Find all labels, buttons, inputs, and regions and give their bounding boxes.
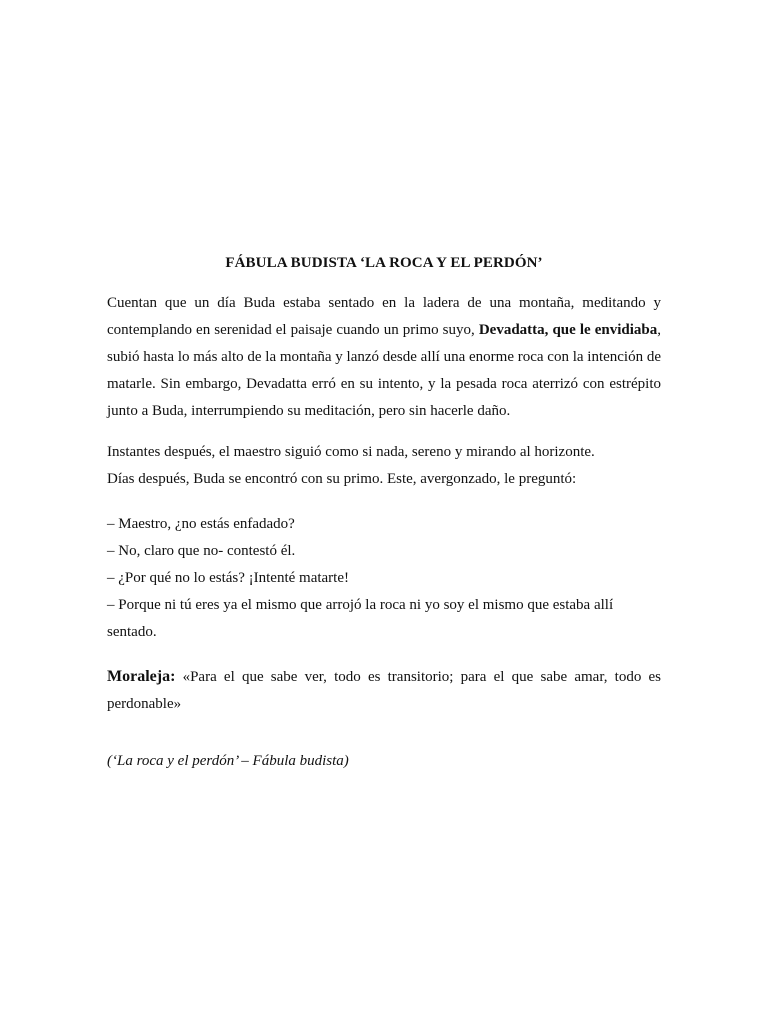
moral-label: Moraleja: — [107, 668, 176, 685]
story-paragraph-days-later: Días después, Buda se encontró con su primo. Este, avergonzado, le preguntó: — [107, 471, 577, 487]
moral-text: «Para el que sabe ver, todo es transitorio; para el que sabe amar, todo es perdonable» — [107, 669, 661, 712]
dialogue-line: – Maestro, ¿no estás enfadado? — [107, 516, 295, 532]
dialogue-line: – No, claro que no- contestó él. — [107, 543, 296, 559]
opening-text-start: Cuentan que un día Buda estaba sentado en la ladera de una montaña, meditando y contemplando en serenidad el paisaje cuando un primo suyo, — [107, 295, 661, 338]
opening-text-bold: Devadatta, que le envidiaba — [478, 322, 658, 338]
dialogue-block — [107, 511, 661, 646]
opening-text-end: , subió hasta lo más alto de la montaña y lanzó desde allí una enorme roca con la intención de matarle. Sin embargo, Devadatta erró en su intento, y la pesada roca aterrizó con estrépito junto a Buda, interrumpiendo su meditación, pero sin hacerle daño. — [107, 322, 662, 419]
document-title: FÁBULA BUDISTA ‘LA ROCA Y EL PERDÓN’ — [225, 255, 543, 271]
story-paragraph-opening — [107, 290, 661, 425]
dialogue-line: – ¿Por qué no lo estás? ¡Intenté matarte! — [107, 570, 349, 586]
dialogue-line: – Porque ni tú eres ya el mismo que arrojó la roca ni yo soy el mismo que estaba allí sentado. — [107, 597, 614, 640]
story-paragraph-after: Instantes después, el maestro siguió como si nada, sereno y mirando al horizonte. — [107, 444, 595, 460]
moral-paragraph — [107, 663, 661, 718]
citation: (‘La roca y el perdón’ – Fábula budista) — [107, 753, 349, 769]
document-body — [107, 252, 661, 775]
